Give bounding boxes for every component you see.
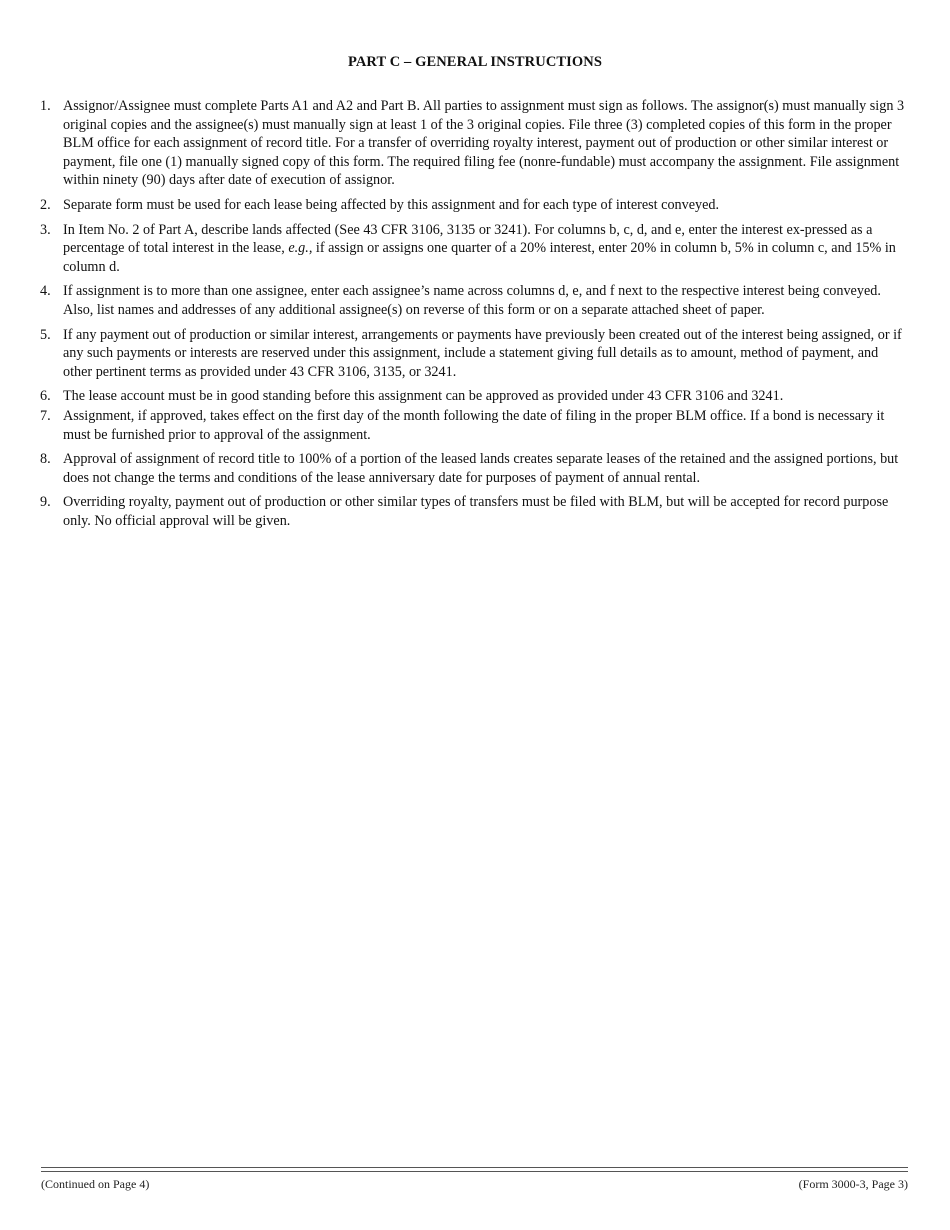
instructions-list [40, 97, 908, 536]
instruction-item [40, 221, 908, 277]
instruction-item [40, 97, 908, 190]
instruction-text: Assignment, if approved, takes effect on the first day of the month following the date of filing in the proper BLM office. If a bond is necessary it must be furnished prior to approval of the assignment. [63, 407, 885, 443]
instruction-number: 9. [40, 494, 51, 511]
instruction-item [40, 450, 908, 487]
instruction-text: If any payment out of production or similar interest, arrangements or payments have previously been created out of the interest being assigned, or if any such payments or interests are reserved under this assignment, include a statement giving full details as to amount, method of payment, and other pertinent terms as provided under 43 CFR 3106, 3135, or 3241. [63, 326, 902, 380]
instruction-number: 5. [40, 326, 51, 343]
instruction-text-part: In Item No. 2 of Part A, describe lands affected (See 43 CFR 3106, 3135 or 3241). For columns b, c, d, and e, enter the interest ex-pressed as a percentage of total interest in the lease, [63, 221, 873, 257]
instruction-number: 4. [40, 283, 51, 300]
footer-continued-note: (Continued on Page 4) [41, 1177, 150, 1191]
instruction-item [40, 493, 908, 530]
instruction-text: Assignor/Assignee must complete Parts A1 and A2 and Part B. All parties to assignment must sign as follows. The assignor(s) must manually sign 3 original copies and the assignee(s) must manually sign at least 1 of the 3 original copies. File three (3) completed copies of this form in the proper BLM office for each assignment of record title. For a transfer of overriding royalty interest, payment out of production or other similar interest or payment, file one (1) manually signed copy of this form. The required filing fee (nonre-fundable) must accompany the assignment. File assignment within ninety (90) days after date of execution of assignor. [63, 98, 905, 189]
instruction-number: 3. [40, 221, 51, 238]
instruction-text [63, 221, 908, 277]
instruction-text-italic: e.g., [288, 240, 313, 257]
instruction-item [40, 387, 908, 406]
instruction-item [40, 196, 908, 215]
instruction-number: 6. [40, 388, 51, 405]
instruction-text-part: if assign or assigns one quarter of a 20% interest, enter 20% in column b, 5% in column c, and 15% in column d. [63, 240, 896, 275]
instruction-text: Separate form must be used for each lease being affected by this assignment and for each type of interest conveyed. [63, 196, 720, 213]
page-title: PART C – GENERAL INSTRUCTIONS [347, 54, 603, 70]
instruction-text: The lease account must be in good standing before this assignment can be approved as provided under 43 CFR 3106 and 3241. [63, 388, 784, 405]
footer-divider [41, 1171, 908, 1172]
instruction-item [40, 326, 908, 382]
instruction-item [40, 407, 908, 444]
instruction-number: 2. [40, 196, 51, 213]
footer-divider [41, 1167, 908, 1168]
instruction-text: Overriding royalty, payment out of production or other similar types of transfers must be filed with BLM, but will be accepted for record purpose only. No official approval will be given. [63, 494, 889, 529]
instruction-text: If assignment is to more than one assignee, enter each assignee’s name across columns d, e, and f next to the respective interest being conveyed. Also, list names and addresses of any additional assignee(s) on reverse of this form or on a separate attached sheet of paper. [63, 283, 881, 318]
instruction-text: Approval of assignment of record title to 100% of a portion of the leased lands creates separate leases of the retained and the assigned portions, but does not change the terms and conditions of the lease anniversary date for purposes of payment of annual rental. [63, 451, 899, 486]
instruction-item [40, 282, 908, 319]
instruction-number: 8. [40, 451, 51, 468]
instruction-number: 7. [40, 407, 51, 424]
instruction-number: 1. [40, 98, 51, 114]
footer-form-page: (Form 3000-3, Page 3) [798, 1177, 908, 1191]
